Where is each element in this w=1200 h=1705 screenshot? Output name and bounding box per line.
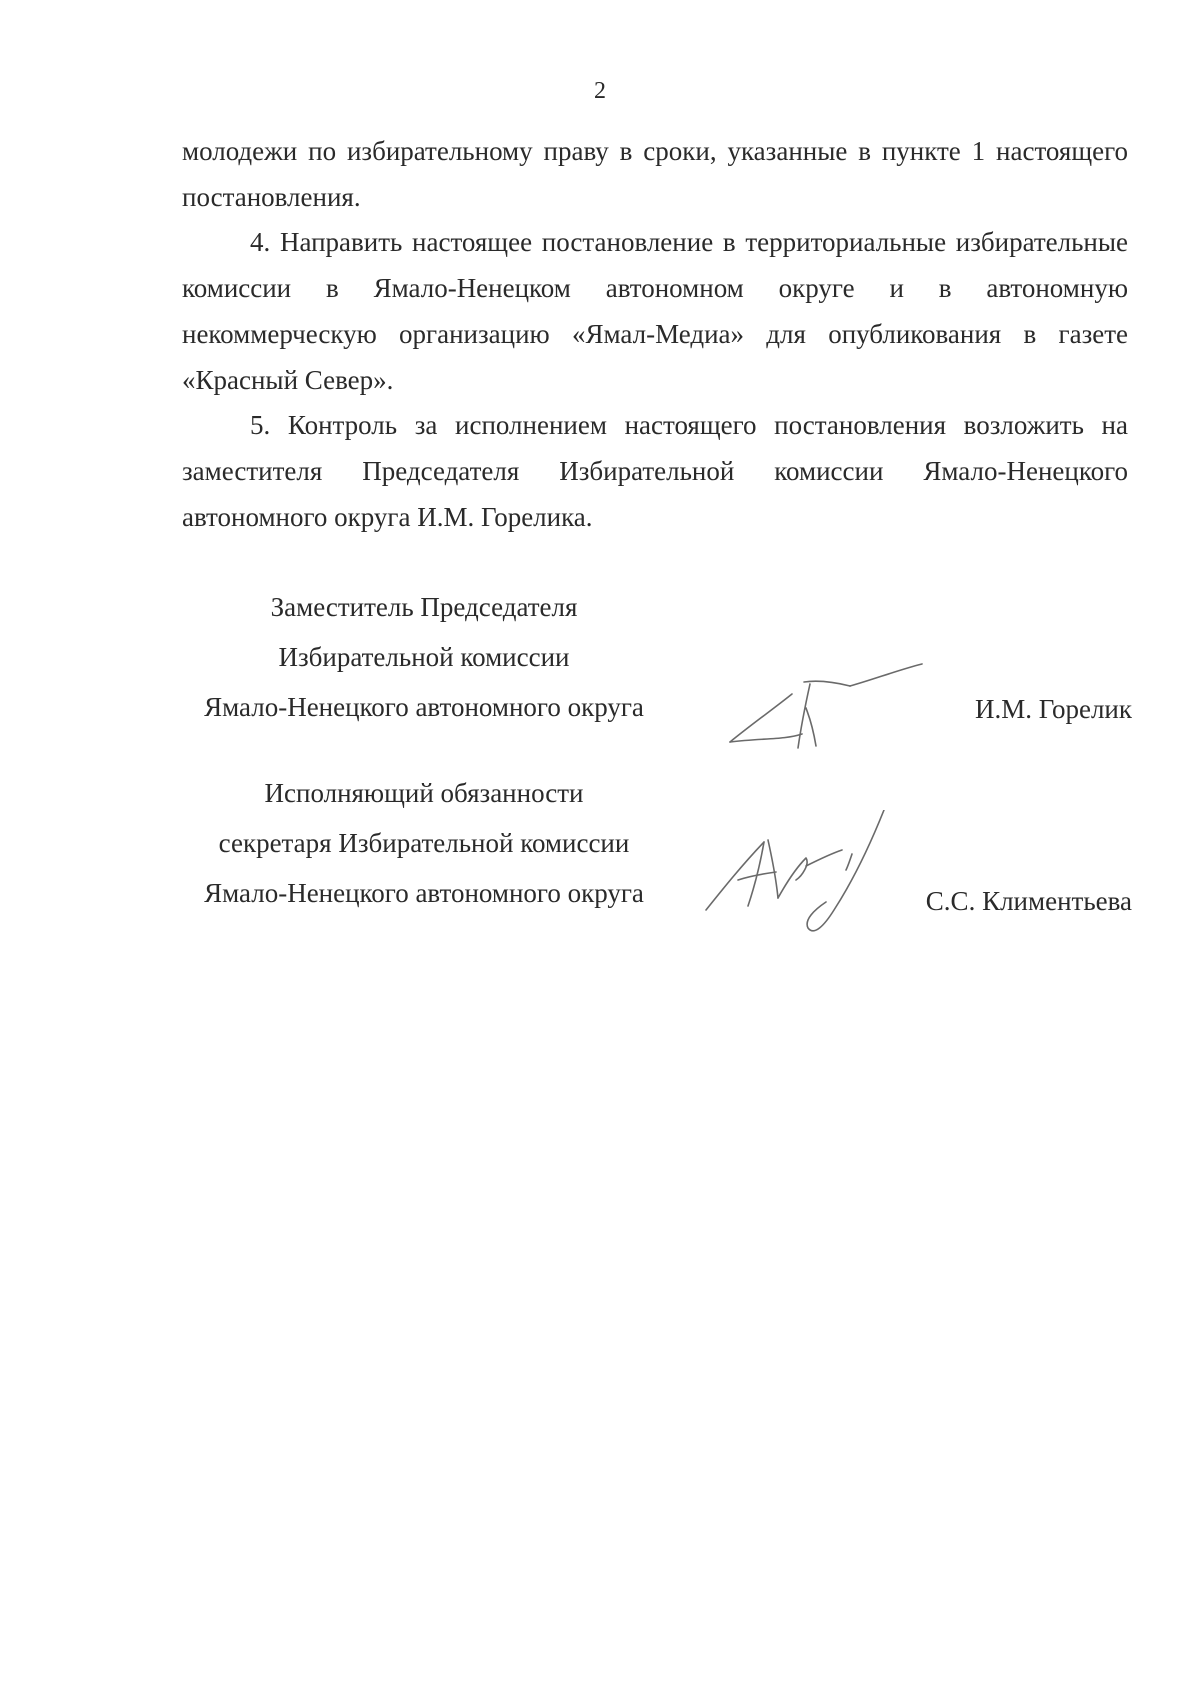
paragraph-item-5: 5. Контроль за исполнением настоящего постановления возложить на заместителя Председателя Избирательной комиссии Ямало-Ненецкого автономного округа И.М. Горелика. [182, 410, 1128, 532]
signatory-title-line: секретаря Избирательной комиссии [218, 828, 630, 858]
signatory-title-line: Заместитель Председателя [270, 592, 578, 622]
signatory-name: С.С. Климентьева [925, 886, 1132, 916]
signatory-title-line: Исполняющий обязанности [264, 778, 584, 808]
signatory-title [182, 768, 666, 918]
signatory-title-line: Избирательной комиссии [278, 642, 570, 672]
signatory-title-line: Ямало-Ненецкого автономного округа [204, 692, 644, 722]
handwritten-signature [702, 810, 902, 940]
signatory-title-line: Ямало-Ненецкого автономного округа [204, 878, 644, 908]
signatory-name: И.М. Горелик [974, 694, 1132, 724]
signature-block-acting-secretary [182, 768, 1132, 988]
document-body [182, 129, 1128, 540]
paragraph-item-4: 4. Направить настоящее постановление в территориальные избирательные комиссии в Ямало-Ненецком автономном округе и в автономную некоммерческую организацию «Ямал-Медиа» для опубликования в газете «Красный Север». [182, 227, 1128, 395]
paragraph-continuation: молодежи по избирательному праву в сроки, указанные в пункте 1 настоящего постановления. [182, 136, 1128, 212]
handwritten-signature [722, 662, 932, 757]
page-number: 2 [594, 78, 606, 104]
signature-block-deputy-chairman [182, 582, 1132, 762]
signatory-title [182, 582, 666, 732]
